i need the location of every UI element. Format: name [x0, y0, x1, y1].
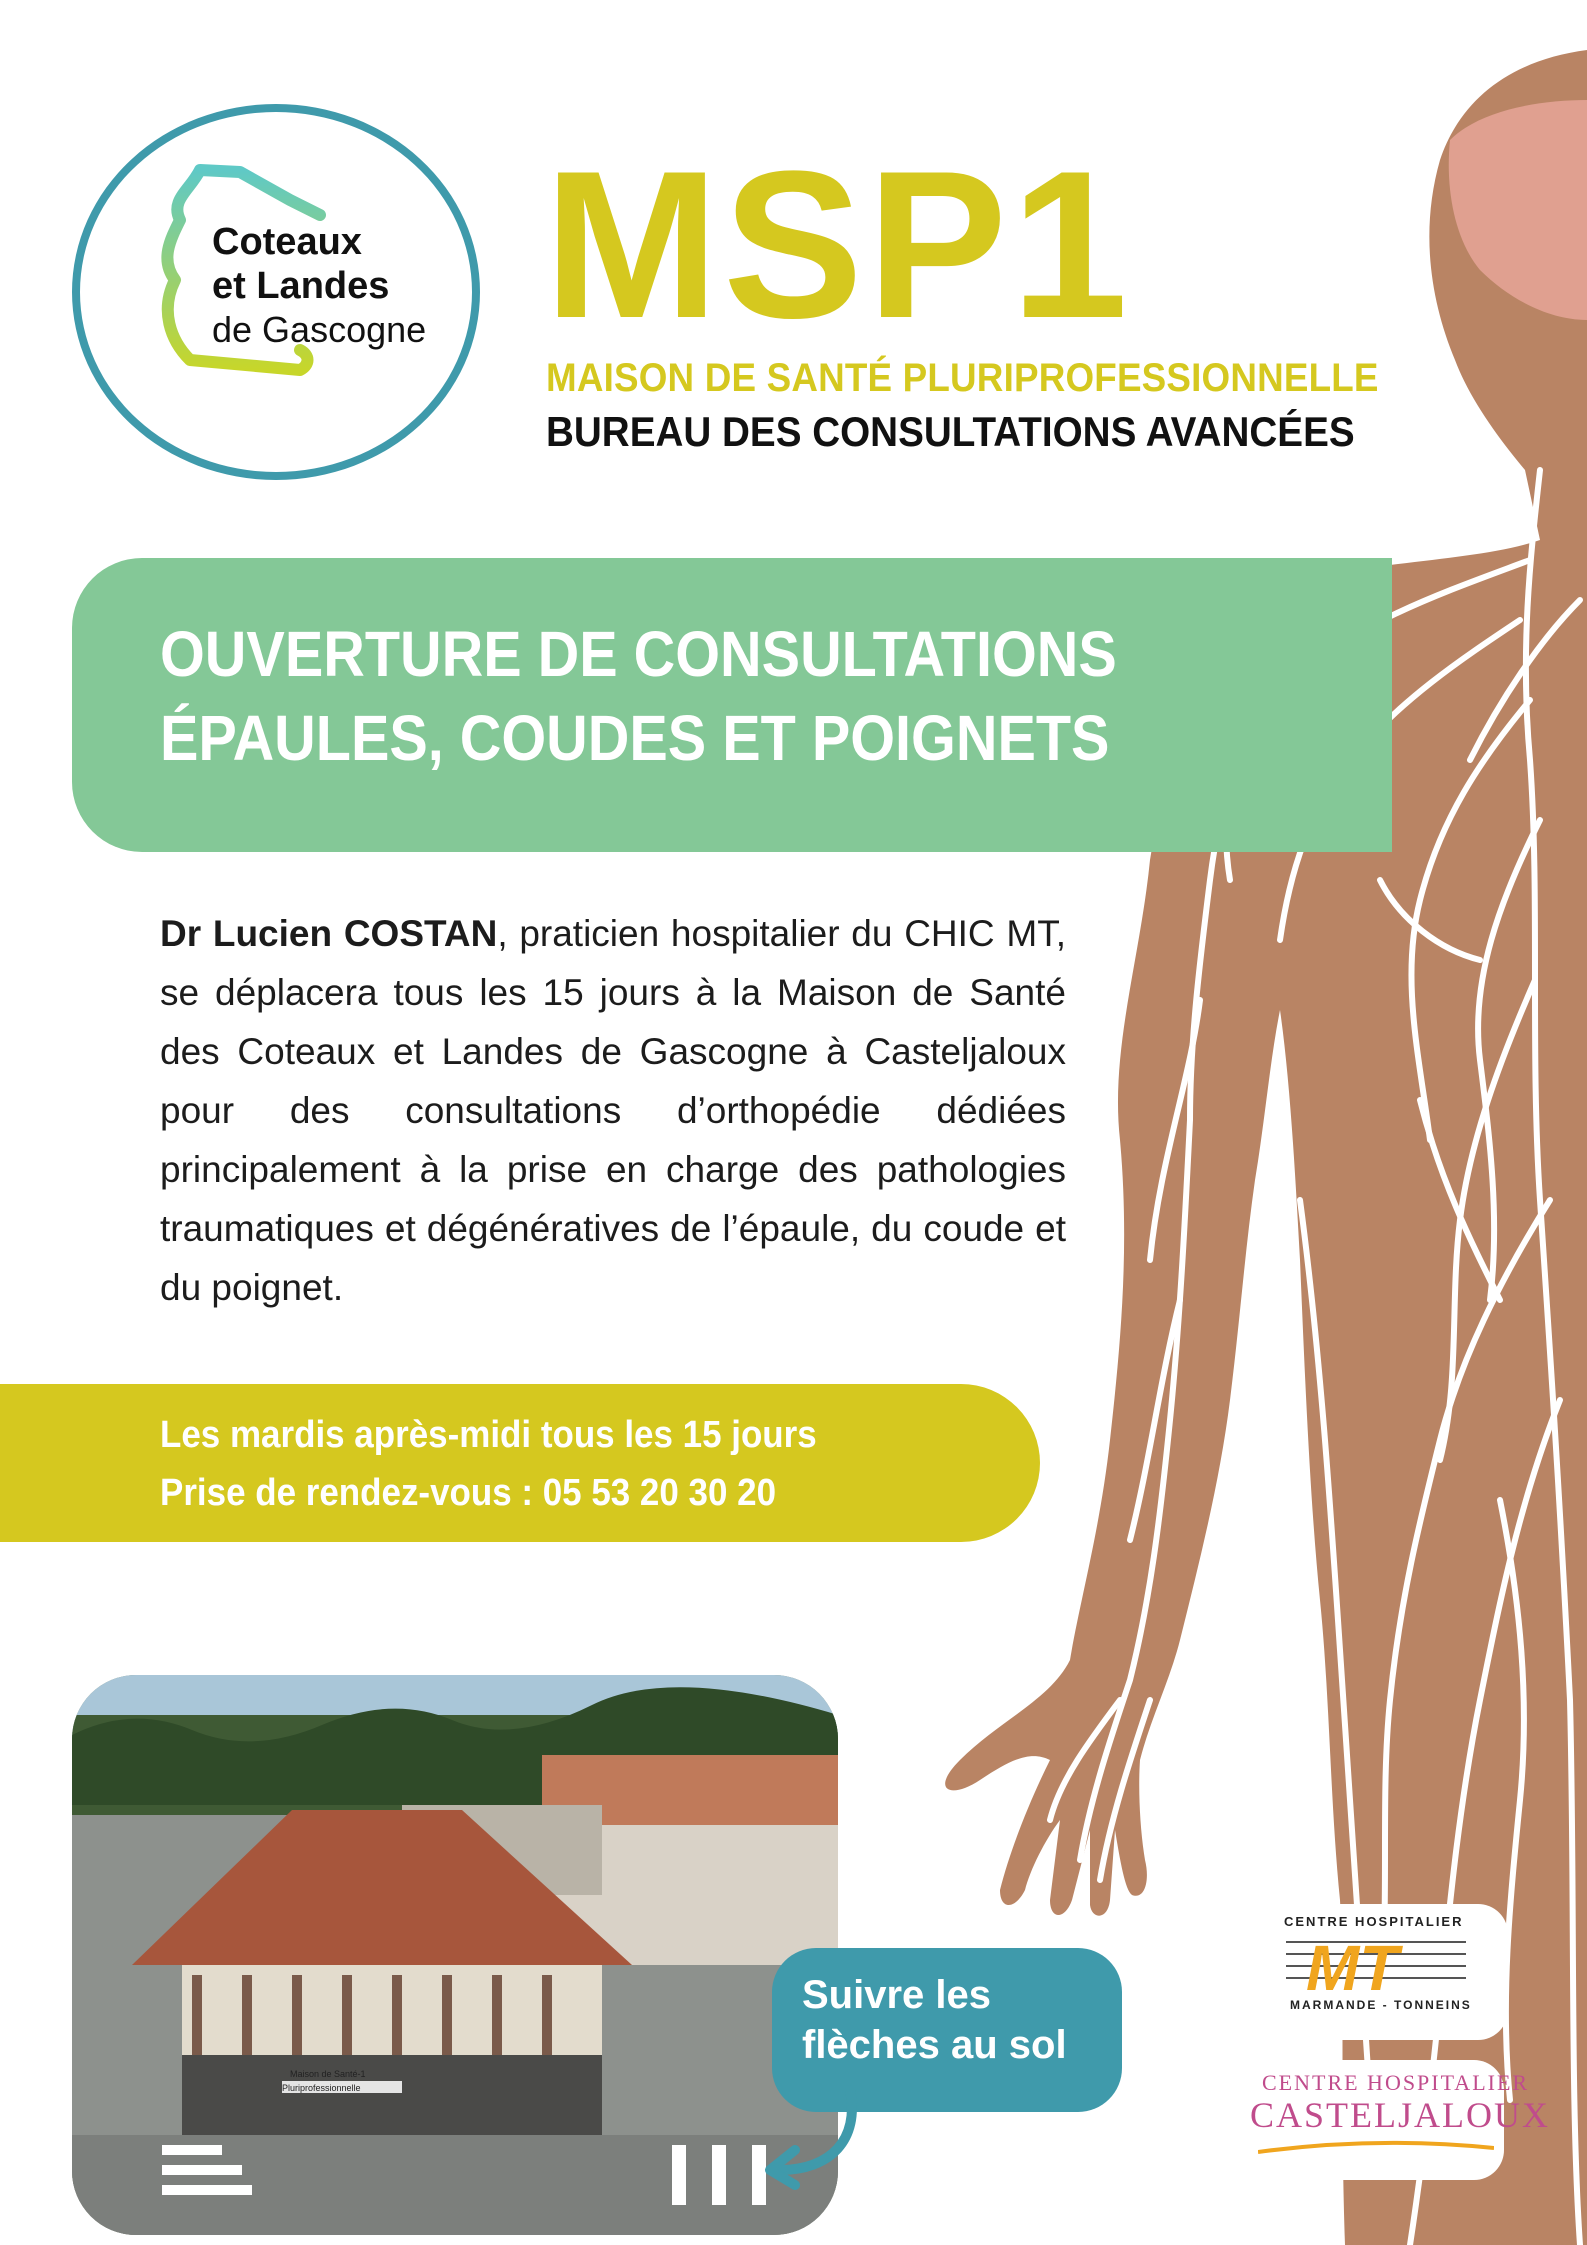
directions-text	[802, 1970, 1067, 2070]
logo-line-1: Coteaux	[212, 221, 362, 263]
mt-mark-text: MT	[1306, 1934, 1399, 1998]
banner-line-1: OUVERTURE DE CONSULTATIONS	[160, 618, 1117, 690]
logo-text	[212, 220, 426, 352]
hospital-casteljaloux-line-1: CENTRE HOSPITALIER	[1262, 2070, 1530, 2095]
subtitle-bureau: BUREAU DES CONSULTATIONS AVANCÉES	[546, 408, 1355, 455]
description-text: , praticien hospitalier du CHIC MT, se déplacera tous les 15 jours à la Maison de Santé des Coteaux et Landes de Gascogne à Casteljaloux pour des consultations d’orthopédie dédiées principalement à la prise en charge des pathologies traumatiques et dégénératives de l’épaule, du coude et du poignet.	[160, 913, 1066, 1308]
building-illustration	[72, 1675, 838, 2235]
banner-line-2: ÉPAULES, COUDES ET POIGNETS	[160, 702, 1110, 774]
logo-line-2: et Landes	[212, 265, 390, 307]
hospital-mt-top: CENTRE HOSPITALIER	[1284, 1914, 1464, 1929]
logo-line-3: de Gascogne	[212, 309, 427, 350]
directions-line-1: Suivre les	[802, 1973, 992, 2017]
mt-mark-icon	[1286, 1934, 1466, 1998]
banner-heading	[160, 612, 1117, 780]
page-title: MSP1	[544, 127, 1132, 362]
directions-line-2: flèches au sol	[802, 2023, 1067, 2067]
appointment-phone[interactable]: Prise de rendez-vous : 05 53 20 30 20	[160, 1472, 777, 1514]
hospital-mt-bottom: MARMANDE - TONNEINS	[1290, 1998, 1472, 2012]
photo-sign-2: Pluriprofessionnelle	[282, 2083, 361, 2093]
subtitle-maison: MAISON DE SANTÉ PLURIPROFESSIONNELLE	[546, 356, 1379, 400]
description-paragraph	[160, 904, 1066, 1317]
arrow-curve-icon	[740, 2080, 880, 2190]
schedule-line-1: Les mardis après-midi tous les 15 jours	[160, 1414, 817, 1456]
doctor-name: Dr Lucien COSTAN	[160, 913, 498, 954]
photo-sign-1: Maison de Santé-1	[290, 2069, 366, 2079]
schedule-text	[160, 1406, 817, 1522]
casteljaloux-swoosh-icon	[1258, 2138, 1494, 2158]
hospital-casteljaloux-line-2: CASTELJALOUX	[1250, 2095, 1550, 2135]
building-photo	[72, 1675, 838, 2235]
